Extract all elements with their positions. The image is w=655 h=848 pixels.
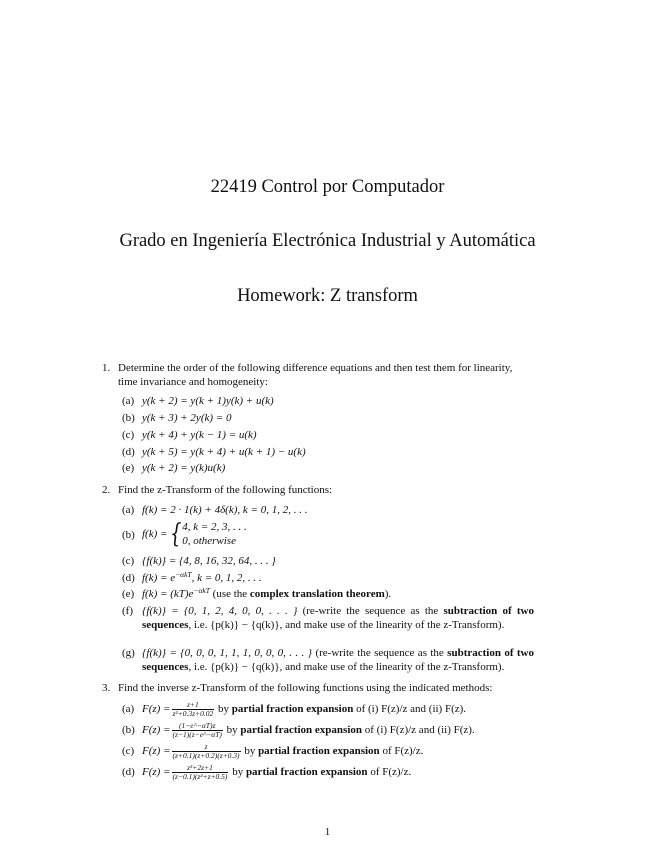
item-label: (c) xyxy=(122,745,135,757)
equation: y(k + 3) + 2y(k) = 0 xyxy=(142,412,232,424)
case-1: 4, k = 2, 3, . . . xyxy=(182,521,247,533)
question-number: 3. xyxy=(102,682,111,694)
item-label: (c) xyxy=(122,555,135,567)
item-label: (d) xyxy=(122,446,135,458)
item-label: (b) xyxy=(122,412,135,424)
item-label: (b) xyxy=(122,724,135,736)
item-label: (e) xyxy=(122,462,135,474)
item-label: (c) xyxy=(122,429,135,441)
piecewise-cases xyxy=(170,521,270,549)
item-label: (d) xyxy=(122,766,135,778)
exercise-text: F(z) = $\frac{(1-e\^{}-\alpha T)z}{(z-1)(z-e\^{}-\alpha T)}$ by partial fraction expansion of (i) F(z)/z and (ii) F(z). xyxy=(142,721,475,739)
item-label: (f) xyxy=(122,605,133,617)
course-title: 22419 Control por Computador xyxy=(210,177,445,197)
item-label: (d) xyxy=(122,572,135,584)
question-text: Find the inverse z-Transform of the following functions using the indicated methods: xyxy=(118,682,493,694)
fraction: $\frac{z}{(z+0.1)(z+0.2)(z+0.3)}$ xyxy=(172,742,240,760)
exercise-text: F(z) = $\frac{z}{(z+0.1)(z+0.2)(z+0.3)}$ by partial fraction expansion of F(z)/z. xyxy=(142,742,424,760)
degree-title: Grado en Ingeniería Electrónica Industrial y Automática xyxy=(119,231,536,251)
fraction: $\frac{\text{z³+2z+1}}{\text{(z−0.1)(z²+z+0.5)}}$ xyxy=(172,763,228,781)
equation: y(k + 2) = y(k + 1)y(k) + u(k) xyxy=(142,395,274,407)
equation: y(k + 4) + y(k − 1) = u(k) xyxy=(142,429,257,441)
homework-title: Homework: Z transform xyxy=(237,286,418,306)
equation: y(k + 2) = y(k)u(k) xyxy=(142,462,226,474)
question-number: 1. xyxy=(102,362,111,374)
equation: $f(k) = e^{-\alpha kT}$, k = 0, 1, 2, . . . xyxy=(142,570,262,584)
question-number: 2. xyxy=(102,484,111,496)
item-label: (a) xyxy=(122,703,135,715)
list-item xyxy=(122,520,534,550)
equation-lhs: f(k) = xyxy=(142,528,168,541)
item-label: (b) xyxy=(122,529,135,541)
exercise-text: {f(k)} = {0, 1, 2, 4, 0, 0, . . . } (re-write the sequence as the subtraction of two sequences, i.e. {p(k)} − {q(k)}, and make use of the linearity of the z-Transform). xyxy=(142,605,534,631)
case-2: 0, otherwise xyxy=(182,535,236,547)
item-label: (e) xyxy=(122,588,135,600)
exercise-text: F(z) = $\frac{\text{z³+2z+1}}{\text{(z−0.1)(z²+z+0.5)}}$ by partial fraction expansion of F(z)/z. xyxy=(142,763,412,781)
equation: f(k) = 2 · 1(k) + 4δ(k), k = 0, 1, 2, . . . xyxy=(142,504,308,516)
fraction: $\frac{(1-e\^{}-\alpha T)z}{(z-1)(z-e\^{}-\alpha T)}$ xyxy=(172,721,222,739)
exercise-text: {f(k)} = {0, 0, 0, 1, 1, 1, 0, 0, 0, . . . } (re-write the sequence as the subtraction of two sequences, i.e. {p(k)} − {q(k)}, and make use of the linearity of the z-Transform). xyxy=(142,647,534,673)
exercise-text: F(z) = $\frac{z+1}{\text{z²+0.3z+0.02}}$ by partial fraction expansion of (i) F(z)/z and (ii) F(z). xyxy=(142,700,467,718)
equation: $f(k) = (kT)e^{-\alpha kT}$ (use the complex translation theorem). xyxy=(142,586,392,600)
question-text: Determine the order of the following difference equations and then test them for linearity, time invariance and homogeneity: xyxy=(118,362,513,388)
left-brace-icon: { xyxy=(170,519,182,549)
item-label: (a) xyxy=(122,504,135,516)
item-label: (a) xyxy=(122,395,135,407)
question-text: Find the z-Transform of the following functions: xyxy=(118,484,333,496)
piecewise-equation xyxy=(142,521,534,549)
equation: {f(k)} = {4, 8, 16, 32, 64, . . . } xyxy=(142,555,276,567)
item-label: (g) xyxy=(122,647,135,659)
page-number: 1 xyxy=(324,826,331,838)
fraction: $\frac{z+1}{\text{z²+0.3z+0.02}}$ xyxy=(172,700,214,718)
equation: y(k + 5) = y(k + 4) + u(k + 1) − u(k) xyxy=(142,446,306,458)
